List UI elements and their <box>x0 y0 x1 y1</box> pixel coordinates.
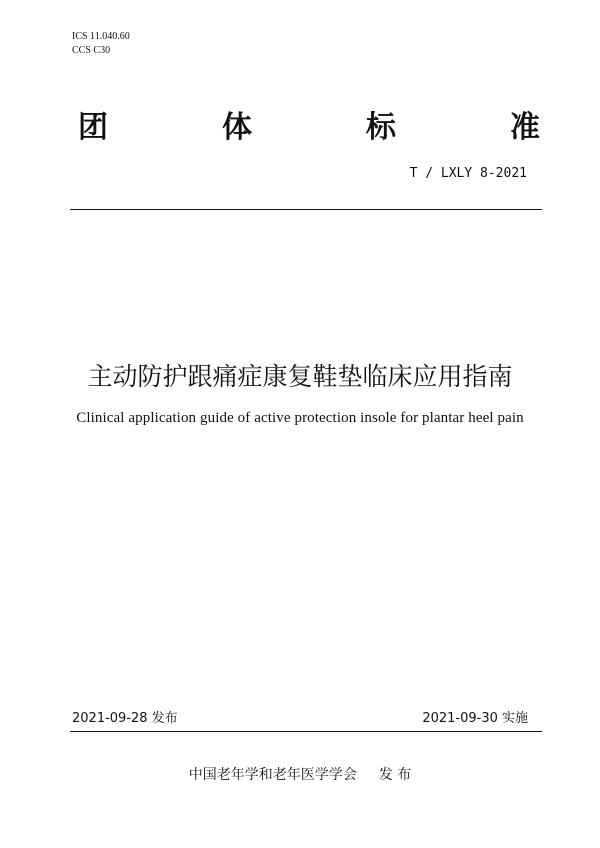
implementation-date: 2021-09-30 实施 <box>422 711 528 726</box>
document-title-chinese: 主动防护跟痛症康复鞋垫临床应用指南 <box>87 362 513 391</box>
ics-code: ICS 11.040.60 <box>72 31 130 42</box>
issue-date: 2021-09-28 发布 <box>72 711 178 726</box>
publisher-line <box>0 766 600 784</box>
document-title-english: Clinical application guide of active protection insole for plantar heel pain <box>76 410 524 426</box>
publisher-action: 发 布 <box>378 767 412 783</box>
header-divider <box>70 209 542 210</box>
standard-type-heading <box>78 108 540 148</box>
standard-type-char: 准 <box>510 110 540 145</box>
ccs-code: CCS C30 <box>72 45 111 56</box>
standard-type-char: 团 <box>78 110 108 145</box>
classification-codes <box>72 30 130 58</box>
footer-divider <box>70 731 542 732</box>
publisher-name: 中国老年学和老年医学学会 <box>188 767 357 783</box>
standard-number: T / LXLY 8-2021 <box>409 166 527 181</box>
standard-type-char: 标 <box>366 110 396 145</box>
standard-type-char: 体 <box>222 110 252 145</box>
